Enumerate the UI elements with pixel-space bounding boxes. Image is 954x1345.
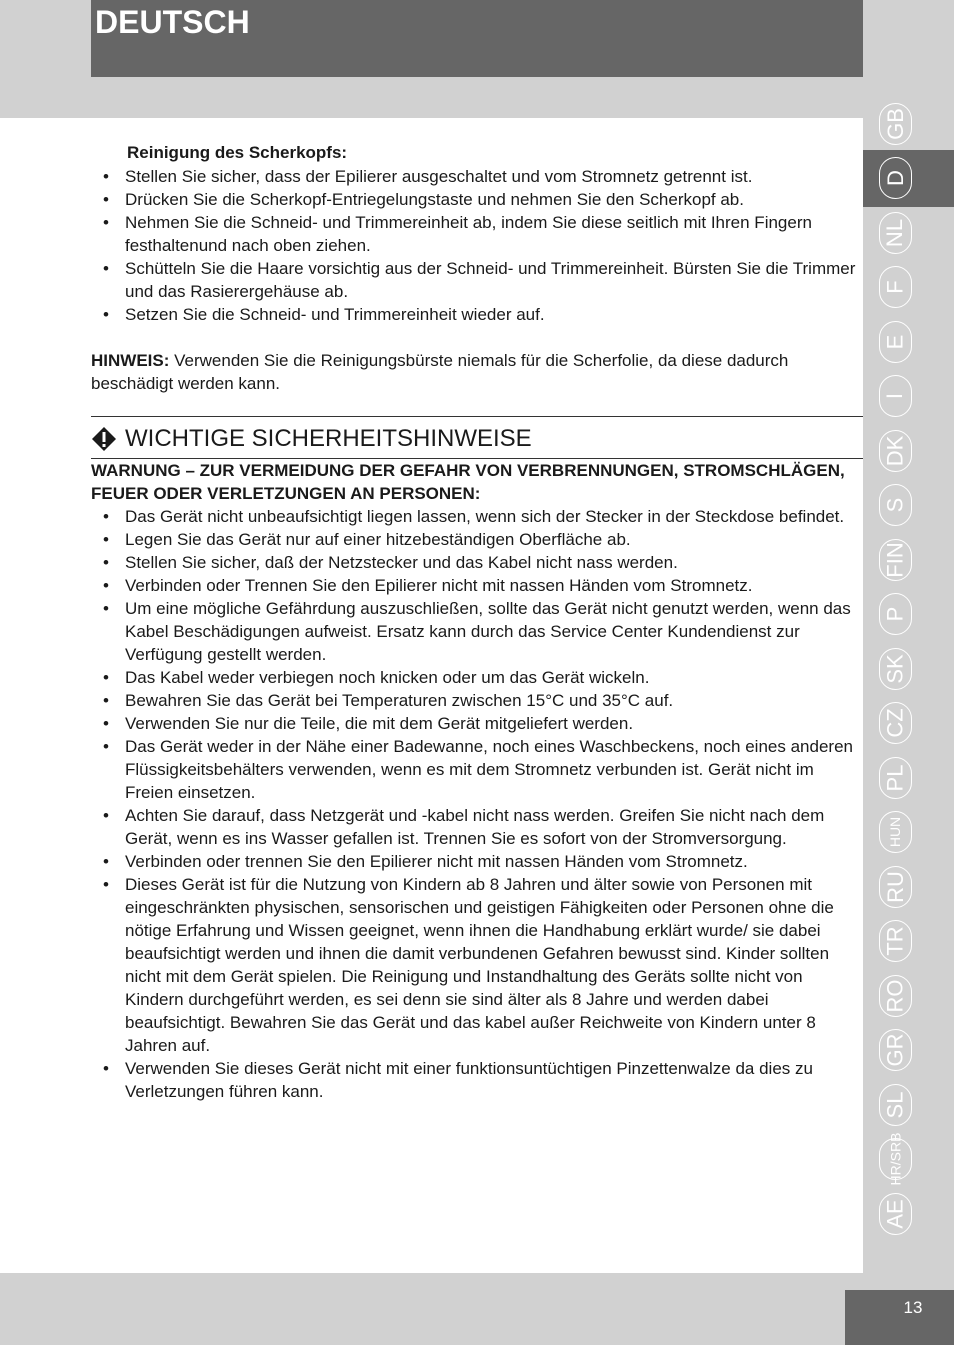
list-item: • Verbinden oder Trennen Sie den Epilierer nicht mit nassen Händen vom Stromnetz. — [91, 574, 861, 597]
page-number: 13 — [903, 1298, 923, 1317]
list-item: • Nehmen Sie die Schneid- und Trimmereinheit ab, indem Sie diese seitlich mit Ihren Fingern festhaltenund nach oben ziehen. — [91, 211, 861, 257]
section-divider-top — [91, 416, 863, 417]
language-label: RU — [882, 871, 908, 903]
language-tab-cz[interactable] — [879, 702, 912, 744]
language-tab-gb[interactable] — [879, 103, 912, 145]
language-label: PL — [882, 764, 908, 792]
language-tab-sl[interactable] — [879, 1084, 912, 1126]
language-label: GR — [882, 1033, 908, 1067]
list-item: • Setzen Sie die Schneid- und Trimmereinheit wieder auf. — [91, 303, 861, 326]
language-tab-ae[interactable] — [879, 1193, 912, 1235]
language-tab-nl[interactable] — [879, 212, 912, 254]
language-label: SL — [882, 1091, 908, 1119]
list-item: • Das Gerät weder in der Nähe einer Badewanne, noch eines Waschbeckens, noch eines anderen Flüssigkeitsbehälters verwenden, wenn es mit dem Stromnetz verbunden ist. Gerät nicht im Freien einsetzen. — [91, 735, 861, 804]
language-tab-hun[interactable] — [879, 811, 912, 853]
language-tab-dk[interactable] — [879, 430, 912, 472]
language-tab-p[interactable] — [879, 593, 912, 635]
list-item: • Drücken Sie die Scherkopf-Entriegelungstaste und nehmen Sie den Scherkopf ab. — [91, 188, 861, 211]
language-tab-e[interactable] — [879, 321, 912, 363]
language-tab-i[interactable] — [879, 375, 912, 417]
page-title: DEUTSCH — [95, 4, 250, 40]
language-tab-ro[interactable] — [879, 975, 912, 1017]
cleaning-subhead: Reinigung des Scherkopfs: — [127, 143, 348, 162]
list-item: • Das Gerät nicht unbeaufsichtigt liegen lassen, wenn sich der Stecker in der Steckdose befindet. — [91, 505, 861, 528]
cleaning-list — [91, 165, 861, 326]
language-tab-f[interactable] — [879, 266, 912, 308]
language-tab-gr[interactable] — [879, 1029, 912, 1071]
language-tab-pl[interactable] — [879, 757, 912, 799]
language-tab-tr[interactable] — [879, 920, 912, 962]
list-item: • Legen Sie das Gerät nur auf einer hitzebeständigen Oberfläche ab. — [91, 528, 861, 551]
language-label: HR/SRB — [887, 1132, 904, 1186]
list-item: • Stellen Sie sicher, dass der Epilierer ausgeschaltet und vom Stromnetz getrennt ist. — [91, 165, 861, 188]
header-bar — [91, 0, 863, 77]
language-label: FIN — [882, 542, 908, 578]
note-text: Verwenden Sie die Reinigungsbürste niemals für die Scherfolie, da diese dadurch beschädigt werden kann. — [91, 351, 789, 393]
page-number-box — [845, 1290, 954, 1345]
language-label: AE — [882, 1199, 908, 1229]
language-label: GB — [882, 108, 908, 140]
note-label: HINWEIS: — [91, 351, 170, 370]
list-item: • Verwenden Sie dieses Gerät nicht mit einer funktionsuntüchtigen Pinzettenwalze da dies zu Verletzungen führen kann. — [91, 1057, 861, 1103]
list-item: • Verwenden Sie nur die Teile, die mit dem Gerät mitgeliefert werden. — [91, 712, 861, 735]
language-label: D — [882, 170, 908, 186]
language-label: E — [882, 334, 908, 350]
cleaning-section — [91, 140, 861, 395]
list-item: • Bewahren Sie das Gerät bei Temperaturen zwischen 15°C und 35°C auf. — [91, 689, 861, 712]
list-item: • Schütteln Sie die Haare vorsichtig aus der Schneid- und Trimmereinheit. Bürsten Sie die Trimmer und das Rasierergehäuse ab. — [91, 257, 861, 303]
warning-icon — [91, 426, 117, 452]
warning-heading: WARNUNG – ZUR VERMEIDUNG DER GEFAHR VON VERBRENNUNGEN, STROMSCHLÄGEN, FEUER ODER VERLETZUNGEN AN PERSONEN: — [91, 461, 845, 503]
safety-title — [91, 423, 532, 455]
list-item: • Achten Sie darauf, dass Netzgerät und -kabel nicht nass werden. Greifen Sie nicht nach dem Gerät, wenn es ins Wasser gefallen ist. Trennen Sie es sofort von der Stromversorgung. — [91, 804, 861, 850]
language-label: RO — [882, 979, 908, 1013]
language-tab-fin[interactable] — [879, 539, 912, 581]
safety-list — [91, 505, 861, 1103]
list-item: • Verbinden oder trennen Sie den Epilierer nicht mit nassen Händen vom Stromnetz. — [91, 850, 861, 873]
list-item: • Dieses Gerät ist für die Nutzung von Kindern ab 8 Jahren und älter sowie von Personen mit eingeschränkten physischen, sensorischen und geistigen Fähigkeiten oder Personen ohne die nötige Erfahrung und Wissen geeignet, wenn ihnen die Handhabung erklärt wurde/ sie dabei beaufsichtigt werden und ihnen die damit verbundenen Gefahren bewusst sind. Kinder sollten nicht mit dem Gerät spielen. Die Reinigung und Instandhaltung des Geräts sollte nicht von Kindern durchgeführt werden, es sei denn sie sind älter als 8 Jahre und werden dabei beaufsichtigt. Bewahren Sie das Gerät und das kabel außer Reichweite von Kindern unter 8 Jahren auf. — [91, 873, 861, 1057]
language-label: P — [882, 606, 908, 622]
language-label: F — [882, 280, 908, 294]
language-label: TR — [882, 926, 908, 956]
language-label: I — [882, 392, 908, 400]
safety-title-text: WICHTIGE SICHERHEITSHINWEISE — [125, 425, 532, 452]
list-item: • Das Kabel weder verbiegen noch knicken oder um das Gerät wickeln. — [91, 666, 861, 689]
footer-strip — [337, 1273, 863, 1345]
language-tab-ru[interactable] — [879, 866, 912, 908]
language-label: DK — [882, 435, 908, 467]
language-tab-sk[interactable] — [879, 648, 912, 690]
safety-section — [91, 459, 861, 1103]
list-item: • Stellen Sie sicher, daß der Netzstecker und das Kabel nicht nass werden. — [91, 551, 861, 574]
language-tab-hr-srb[interactable] — [879, 1132, 912, 1186]
language-label: HUN — [887, 816, 904, 848]
list-item: • Um eine mögliche Gefährdung auszuschließen, sollte das Gerät nicht genutzt werden, wenn das Kabel Beschädigungen aufweist. Ersatz kann durch das Service Center Kundendienst zur Verfügung gestellt werden. — [91, 597, 861, 666]
cleaning-note — [91, 349, 861, 395]
language-label: SK — [882, 654, 908, 684]
language-tab-d[interactable] — [879, 157, 912, 199]
language-label: NL — [882, 218, 908, 248]
language-label: S — [882, 497, 908, 513]
language-tab-s[interactable] — [879, 484, 912, 526]
language-label: CZ — [882, 708, 908, 738]
